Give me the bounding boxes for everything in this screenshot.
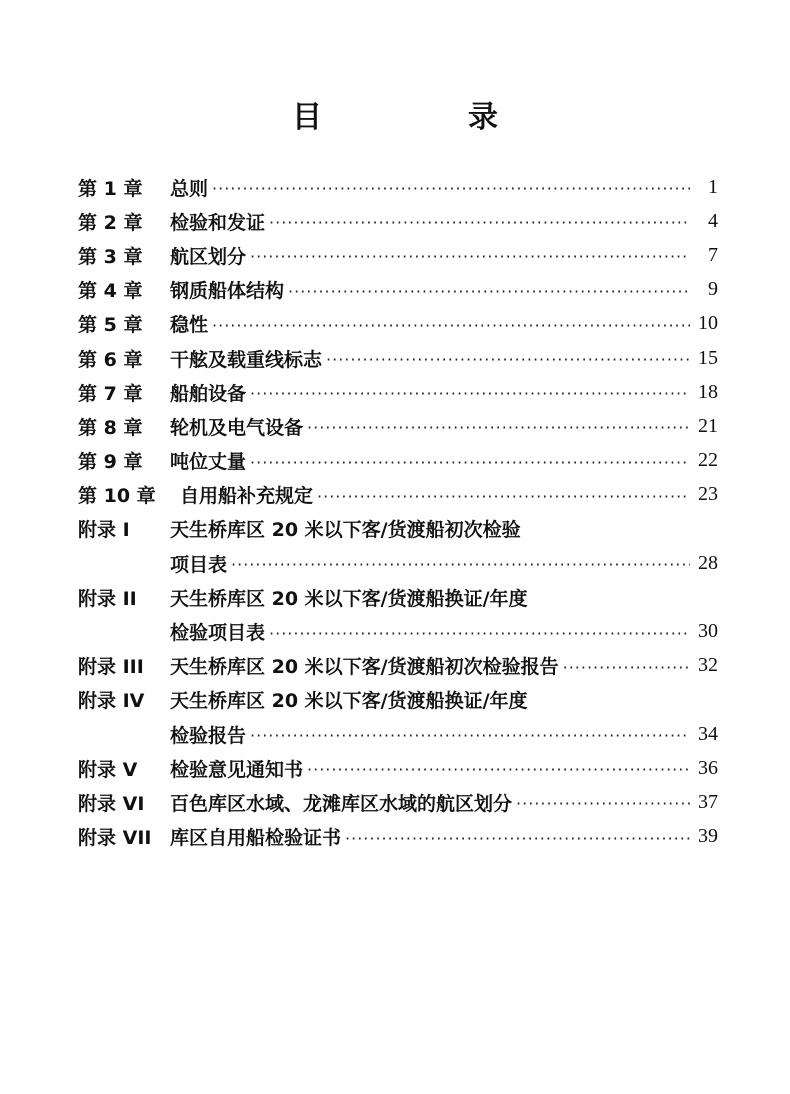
toc-entry[interactable] [78, 273, 718, 307]
toc-entry-text-continued: 项目表 [170, 553, 228, 576]
dot-leader [250, 451, 690, 471]
page-title: 目 录 [292, 100, 556, 135]
toc-entry[interactable] [78, 444, 718, 478]
toc-entry-page: 28 [698, 551, 718, 574]
toc-entry[interactable] [78, 170, 718, 204]
toc-entry-text: 航区划分 [170, 245, 247, 268]
toc-entry[interactable] [78, 307, 718, 341]
toc-entry-label: 附录 I [78, 519, 130, 542]
toc-entry[interactable] [78, 649, 718, 683]
toc-entry-text: 检验和发证 [170, 211, 266, 234]
dot-leader [250, 724, 690, 744]
toc-entry[interactable] [78, 683, 718, 717]
toc-entry-page: 18 [698, 380, 718, 403]
toc-entry[interactable] [78, 204, 718, 238]
toc-entry-page: 23 [698, 483, 718, 506]
toc-entry-label: 第 3 章 [78, 245, 143, 268]
toc-entry-text: 天生桥库区 20 米以下客/货渡船初次检验 [170, 519, 521, 542]
toc-entry-continuation[interactable] [78, 614, 718, 648]
toc-entry[interactable] [78, 751, 718, 785]
dot-leader [307, 416, 690, 436]
toc-entry[interactable] [78, 580, 718, 614]
toc-entry-label: 附录 VII [78, 827, 152, 850]
toc-entry-page: 37 [698, 790, 718, 813]
toc-entry-label: 第 7 章 [78, 382, 143, 405]
toc-entry-text: 自用船补充规定 [180, 485, 314, 508]
toc-entry-label: 第 1 章 [78, 177, 143, 200]
toc-entry-text-continued: 检验报告 [170, 724, 247, 747]
dot-leader [250, 382, 690, 402]
toc-entry-label: 第 9 章 [78, 451, 143, 474]
toc-entry-text: 检验意见通知书 [170, 758, 304, 781]
toc-entry-label: 附录 III [78, 656, 144, 679]
toc-entry-page: 9 [708, 278, 718, 301]
dot-leader [212, 177, 690, 197]
dot-leader [307, 758, 690, 778]
toc-entry-text: 总则 [170, 177, 209, 200]
toc-entry-text: 库区自用船检验证书 [170, 827, 342, 850]
toc-entry-page: 7 [708, 243, 718, 266]
dot-leader [269, 622, 690, 642]
toc-entry-continuation[interactable] [78, 717, 718, 751]
toc-entry-text: 船舶设备 [170, 382, 247, 405]
toc-entry[interactable] [78, 820, 718, 854]
toc-entry-page: 21 [698, 414, 718, 437]
toc-entry-page: 39 [698, 825, 718, 848]
toc-entry-page: 22 [698, 449, 718, 472]
dot-leader [231, 553, 690, 573]
toc-entry-label: 附录 II [78, 587, 137, 610]
toc-entry-label: 附录 V [78, 758, 138, 781]
toc-entry-text: 钢质船体结构 [170, 280, 285, 303]
toc-entry-label: 第 6 章 [78, 348, 143, 371]
toc-entry[interactable] [78, 478, 718, 512]
toc-entry-label: 第 5 章 [78, 314, 143, 337]
toc-entry[interactable] [78, 238, 718, 272]
toc-entry-text: 稳性 [170, 314, 209, 337]
toc-entry-text: 百色库区水域、龙滩库区水域的航区划分 [170, 792, 513, 815]
toc-entry-page: 10 [698, 312, 718, 335]
toc-entry-continuation[interactable] [78, 546, 718, 580]
toc-entry-text: 吨位丈量 [170, 451, 247, 474]
dot-leader [250, 245, 690, 265]
toc-entry-text-continued: 检验项目表 [170, 622, 266, 645]
toc-entry-label: 第 8 章 [78, 416, 143, 439]
toc-entry-text: 天生桥库区 20 米以下客/货渡船换证/年度 [170, 690, 528, 713]
toc-entry-label: 第 10 章 [78, 485, 156, 508]
dot-leader [516, 792, 690, 812]
toc-entry[interactable] [78, 785, 718, 819]
toc-entry-label: 第 4 章 [78, 280, 143, 303]
toc-entry[interactable] [78, 341, 718, 375]
toc-entry-label: 附录 VI [78, 792, 145, 815]
toc-entry-page: 32 [698, 654, 718, 677]
table-of-contents [78, 170, 718, 854]
dot-leader [317, 485, 690, 505]
toc-entry-label: 附录 IV [78, 690, 145, 713]
dot-leader [326, 348, 690, 368]
toc-entry-page: 4 [708, 209, 718, 232]
dot-leader [212, 314, 690, 334]
dot-leader [563, 656, 690, 676]
toc-entry-page: 34 [698, 722, 718, 745]
toc-entry-text: 天生桥库区 20 米以下客/货渡船初次检验报告 [170, 656, 559, 679]
toc-entry-page: 30 [698, 620, 718, 643]
toc-entry[interactable] [78, 512, 718, 546]
toc-entry-page: 15 [698, 346, 718, 369]
toc-entry-text: 天生桥库区 20 米以下客/货渡船换证/年度 [170, 587, 528, 610]
toc-entry[interactable] [78, 375, 718, 409]
dot-leader [269, 211, 690, 231]
toc-entry-label: 第 2 章 [78, 211, 143, 234]
toc-entry-page: 36 [698, 756, 718, 779]
toc-entry-text: 干舷及载重线标志 [170, 348, 323, 371]
dot-leader [288, 280, 690, 300]
toc-entry[interactable] [78, 409, 718, 443]
toc-entry-text: 轮机及电气设备 [170, 416, 304, 439]
toc-entry-page: 1 [708, 175, 718, 198]
dot-leader [345, 827, 690, 847]
